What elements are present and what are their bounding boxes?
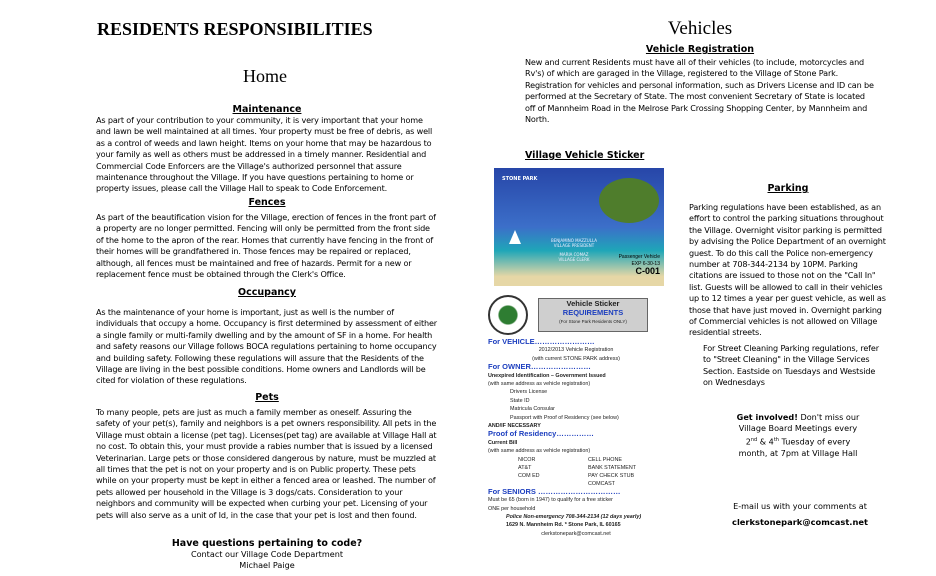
req-andif: AND/IF NECESSARY <box>488 423 541 430</box>
parking-section <box>689 183 887 389</box>
ampersand: & <box>757 436 769 447</box>
req-proof-heading: Proof of Residency…………… <box>488 429 594 439</box>
sticker-president-title: VILLAGE PRESIDENT <box>553 243 595 248</box>
sticker-number: C-001 <box>635 266 660 276</box>
ordinal-suffix: nd <box>750 436 758 443</box>
parking-text: Parking regulations have been established, as an effort to control the parking situations throughout the Village. Overnight visitor parking is permitted by advising the Police Department of an overnight guest. To do this call the Police non-emergency number at 708-344-2134 by 10PM. Parking citations are issued to those not on the "Call In" list. Guests will be allowed to call in their vehicles up to 12 times a year per guest vehicle, as well as those that have just moved in. Overnight parking of Commercial vehicles is not allowed on Village residential streets. <box>689 202 886 338</box>
page-title: RESIDENTS RESPONSIBILITIES <box>97 19 373 39</box>
get-involved-body: Don't miss our Village Board Meetings every <box>738 412 860 434</box>
req-seniors-2: ONE per household <box>488 505 536 512</box>
maintenance-heading: Maintenance <box>232 104 302 115</box>
sticker-requirements-image <box>486 293 666 565</box>
home-title: Home <box>243 66 287 86</box>
parking-heading: Parking <box>767 183 809 194</box>
street-cleaning-text: For Street Cleaning Parking regulations, refer to "Street Cleaning" in the Village Services Section. Eastside on Tuesdays and Westside on Wednesdays <box>703 342 879 388</box>
req-seniors-heading: For SENIORS …………………………… <box>488 486 621 496</box>
sticker-village: STONE PARK <box>502 176 538 182</box>
vehicles-title: Vehicles <box>667 18 733 39</box>
req-bill-item: CELL PHONE <box>588 456 622 463</box>
sticker-president: BENJAMINO MAZZULLA <box>550 238 598 243</box>
pets-heading: Pets <box>255 392 279 403</box>
req-vehicle-1: 2012/2013 Vehicle Registration <box>538 347 614 354</box>
req-owner-2: (with same address as vehicle registration) <box>488 381 591 388</box>
ordinal-2: 2 <box>745 436 751 447</box>
req-subtitle: REQUIREMENTS <box>562 308 624 317</box>
ordinal-suffix: th <box>773 436 779 443</box>
contact-line-1: Contact our Village Code Department <box>190 549 344 559</box>
req-vehicle-2: (with current STONE PARK address) <box>532 355 620 362</box>
contact-question: Have questions pertaining to code? <box>171 538 363 549</box>
sticker-exp: EXP 6-30-13 <box>631 261 660 267</box>
req-proof-2: (with same address as vehicle registration) <box>488 448 591 455</box>
sticker-clerk: MARIA COMAZ <box>559 252 589 257</box>
ordinal-4: 4 <box>768 436 774 447</box>
req-bill-item: COMCAST <box>588 480 615 487</box>
req-bill-item: PAY CHECK STUB <box>588 472 635 479</box>
req-seniors-1: Must be 65 (born in 1947) to qualify for a free sticker <box>488 497 613 504</box>
sticker-clerk-title: VILLAGE CLERK <box>558 257 590 262</box>
maintenance-text: As part of your contribution to your community, it is very important that your home and lawn be well maintained at all times. Your property must be free of debris, as well as a control of weeds and lawn height. Items on your home that may be hazardous to your family as well as others must be addressed in a timely manner. Residential and Commercial Code Enforcers are the Village's authorized personnel that assure maintenance throughout the Village. If you have questions pertaining to home or property issues, please call the Village Hall to speak to Code Enforcement. <box>96 115 433 194</box>
tree-graphic <box>599 178 659 223</box>
contact-block <box>96 538 438 571</box>
pets-section <box>96 392 438 521</box>
vehicle-sticker-heading: Village Vehicle Sticker <box>525 150 645 161</box>
req-bill-item: AT&T <box>518 464 532 471</box>
fences-text: As part of the beautification vision for the Village, erection of fences in the front part of a property are no longer permitted. Fencing will only be permitted from the front side of the home to the apron of the rear. Homes that currently have fencing in the front of their homes will be grandfathered in. Those fences may be repaired or replaced, although, all fences must be maintained and free of hazards. Permit for a new or replacement fence must be obtained through the Clerk's Office. <box>96 212 436 280</box>
occupancy-section <box>96 287 438 387</box>
pets-text: To many people, pets are just as much a family member as oneself. Assuring the safety of your pet(s), family and neighbors is a pet owners responsibility. All pets in the Village must obtain a license (pet tag). Licenses(pet tag) are available at Village Hall at no cost. To obtain this, your must provide a rabies number that is issued by a licensed Veterinarian. Large pets or those considered dangerous by nature, must be muzzled at all times that the pet is not on your property and is on Public property. These pets while on your property must be kept in either a fenced area or leashed. The number of pets allowed per household in the Village is 3 dogs/cats. Consideration to your neighbors and community will be expected when curbing your pet. Licensing of your pets will also serve as a unit of Id, in the case that your pet is lost and then found. <box>96 407 437 520</box>
req-bill-item: BANK STATEMENT <box>588 464 637 471</box>
req-id-item: Drivers License <box>510 389 548 396</box>
req-bill-item: NICOR <box>518 456 536 463</box>
fences-heading: Fences <box>248 197 286 208</box>
vehicle-sticker-image <box>494 168 664 286</box>
req-id-item: Matricula Consular <box>510 406 555 413</box>
email-link[interactable]: clerkstonepark@comcast.net <box>732 517 868 527</box>
req-email: clerkstonepark@comcast.net <box>541 530 611 537</box>
email-label: E-mail us with your comments at <box>733 501 867 511</box>
req-police: Police Non-emergency 708-344-2134 (12 days yearly) <box>506 513 642 520</box>
vehicle-registration-text: New and current Residents must have all of their vehicles (to include, motorcycles and Rv's) of which are garaged in the Village, registered to the Village of Stone Park. Registration for vehicles and personal information, such as Drivers License and ID can be performed at the Secretary of State. The most convenient Secretary of State is located off of Mannheim Road in the Melrose Park Crossing Shopping Center, by Mannheim and North. <box>525 57 874 125</box>
occupancy-heading: Occupancy <box>238 287 296 298</box>
fences-section <box>96 197 438 280</box>
req-proof-1: Current Bill <box>488 439 518 446</box>
req-bill-item: COM ED <box>518 472 540 479</box>
req-note: (For Stone Park Residents ONLY) <box>559 319 627 324</box>
village-seal-icon <box>488 295 528 335</box>
req-owner-heading: For OWNER…………………… <box>488 362 591 372</box>
contact-name: Michael Paige <box>239 560 295 570</box>
req-owner-1: Unexpired Identification – Government Issued <box>488 372 606 379</box>
sailboat-icon <box>509 230 521 244</box>
get-involved-text <box>734 412 862 459</box>
req-vehicle-heading: For VEHICLE…………………… <box>488 337 595 346</box>
req-address: 1629 N. Mannheim Rd. * Stone Park, IL 60165 <box>506 522 621 529</box>
maintenance-section <box>96 104 438 195</box>
req-id-item: Passport with Proof of Residency (see below) <box>510 414 619 421</box>
vehicle-registration-heading: Vehicle Registration <box>645 44 755 55</box>
req-title: Vehicle Sticker <box>566 299 620 308</box>
get-involved-bold: Get involved! <box>736 412 798 422</box>
req-id-item: State ID <box>510 397 530 404</box>
vehicle-registration-section <box>525 44 875 125</box>
get-involved-body-2: Tuesday of every month, at 7pm at Village Hall <box>738 436 858 458</box>
occupancy-text: As the maintenance of your home is important, just as well is the number of individuals that occupy a home. Occupancy is first determined by assessment of either a single family or multi-family dwelling and by the amount of SF in a home. For health and safety reasons our Village follows BOCA regulations pertaining to home occupancy and building safety. Following these regulations will assure that the Residents of the Village are living in the best possible conditions. Home owners and Landlords will be cited for violation of these regulations. <box>96 307 437 386</box>
sticker-type: Passenger Vehicle <box>618 254 660 260</box>
